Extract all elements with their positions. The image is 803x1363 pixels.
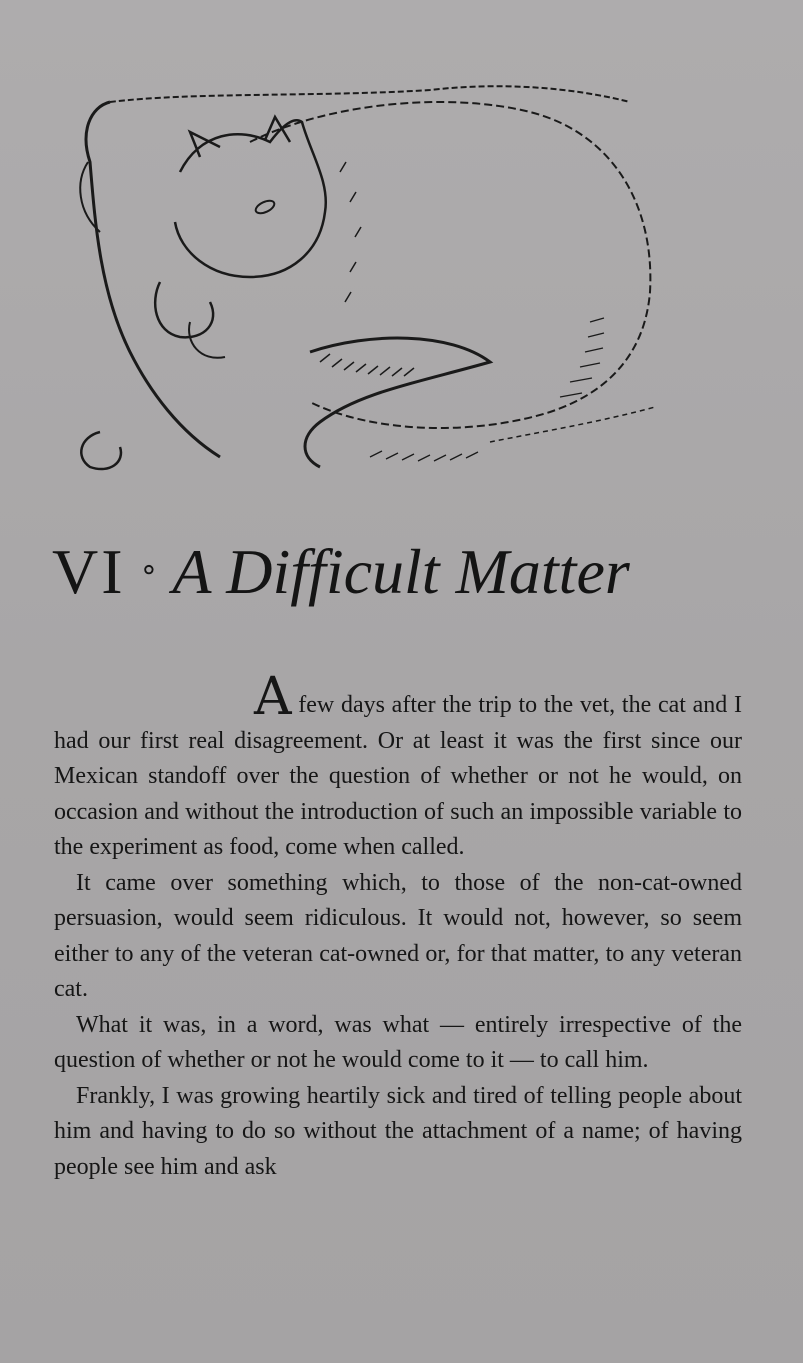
paragraph: What it was, in a word, was what — entirely irrespective of the question of whether or not he would come to it — to call him. <box>54 1011 742 1073</box>
chapter-title: A Difficult Matter <box>172 536 630 607</box>
paragraph: It came over something which, to those of the non-cat-owned persuasion, would seem ridiculous. It would not, however, so seem either to any of the veteran cat-owned or, for that matter, to any veteran cat. <box>54 869 742 1002</box>
chapter-heading <box>52 530 772 612</box>
drop-cap: A <box>254 667 292 727</box>
title-separator: ∘ <box>139 552 159 587</box>
paragraph: A few days after the trip to the vet, the cat and I had our first real disagreement. Or at least it was the first since our Mexican standoff over the question of whether or not he would, on occasion and without the introduction of such an impossible variable to the experiment as food, come when called. <box>54 667 742 860</box>
chapter-body <box>54 667 742 1185</box>
chapter-numeral: VI <box>52 536 126 607</box>
paragraph: Frankly, I was growing heartily sick and tired of telling people about him and having to do so without the attachment of a name; of having people see him and ask <box>54 1082 742 1180</box>
sleeping-cat-illustration <box>70 62 660 492</box>
